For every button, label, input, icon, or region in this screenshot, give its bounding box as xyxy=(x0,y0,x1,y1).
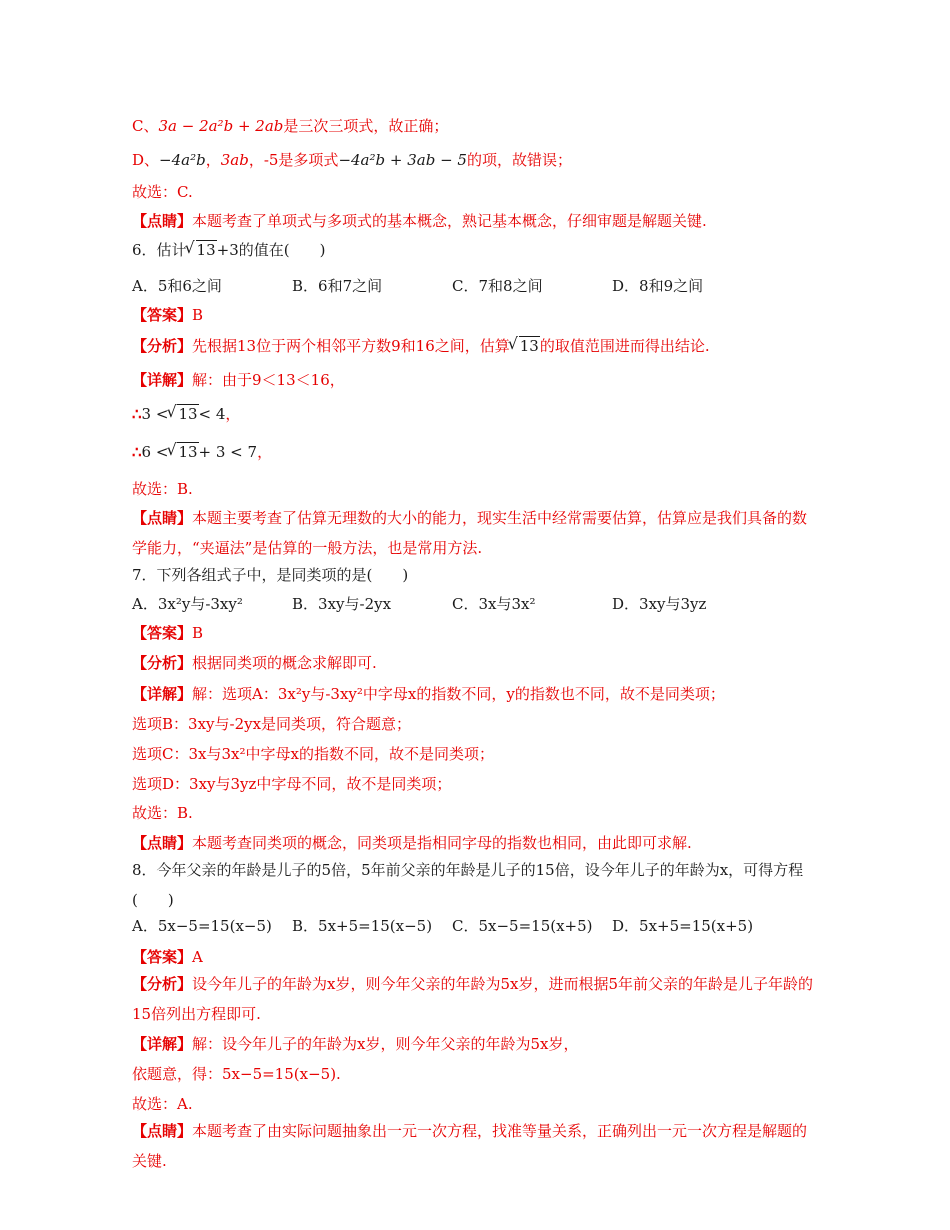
radicand: 13 xyxy=(196,241,216,259)
answer-value: B xyxy=(192,624,204,642)
detail-label: 【详解】 xyxy=(132,1035,193,1053)
note-label: 【点睛】 xyxy=(132,509,193,527)
q6-answer xyxy=(132,305,203,325)
answer-label: 【答案】 xyxy=(132,624,193,642)
analysis-text: 根据同类项的概念求解即可. xyxy=(192,654,377,672)
option-b: B．3xy与-2yx xyxy=(292,595,392,613)
q7-choice: 故选：B. xyxy=(132,804,193,822)
q8-note xyxy=(132,1116,822,1176)
q7-option-b: 选项B：3xy与-2yx是同类项，符合题意； xyxy=(132,715,412,733)
note-text: 本题考查同类项的概念，同类项是指相同字母的指数也相同，由此即可求解. xyxy=(192,834,692,852)
note-label: 【点睛】 xyxy=(132,212,193,230)
text: 的项，故错误； xyxy=(466,151,572,169)
option-c: C．7和8之间 xyxy=(452,277,543,295)
text: D、 xyxy=(132,151,160,169)
math-expression: −4a²b + 3ab − 5 xyxy=(338,151,467,169)
text: 是三次三项式，故正确； xyxy=(283,117,449,135)
q6-options xyxy=(132,276,772,296)
sqrt-expression xyxy=(168,404,198,424)
q7-note xyxy=(132,833,692,853)
answer-label: 【答案】 xyxy=(132,948,193,966)
note-text: 本题主要考查了估算无理数的大小的能力，现实生活中经常需要估算，估算应是我们具备的数学能力，“夹逼法”是估算的一般方法，也是常用方法. xyxy=(132,509,808,557)
answer-value: B xyxy=(192,306,204,324)
q8-detail xyxy=(132,1034,578,1054)
q8-equation: 依题意，得：5x−5=15(x−5). xyxy=(132,1065,341,1083)
note-label: 【点睛】 xyxy=(132,834,193,852)
detail-text: 解：设今年儿子的年龄为x岁，则今年父亲的年龄为5x岁， xyxy=(192,1035,579,1053)
answer-label: 【答案】 xyxy=(132,306,193,324)
therefore-symbol: ∴ xyxy=(132,443,142,461)
analysis-label: 【分析】 xyxy=(132,975,193,993)
q7-option-c: 选项C：3x与3x²中字母x的指数不同，故不是同类项； xyxy=(132,745,494,763)
analysis-text: 先根据13位于两个相邻平方数9和16之间，估算 xyxy=(192,337,510,355)
sqrt-expression xyxy=(187,240,217,260)
math-expression: < 4 xyxy=(198,405,226,423)
q8-answer xyxy=(132,947,203,967)
option-c-line xyxy=(132,116,448,136)
sqrt-expression xyxy=(510,336,540,356)
q7-option-d: 选项D：3xy与3yz中字母不同，故不是同类项； xyxy=(132,775,452,793)
q8-options xyxy=(132,916,772,936)
option-a: A．5x−5=15(x−5) xyxy=(132,917,272,935)
option-d-line xyxy=(132,150,572,170)
detail-text: 解：由于9＜13＜16， xyxy=(192,371,345,389)
radicand: 13 xyxy=(519,337,539,355)
q6-step1 xyxy=(132,404,240,424)
q7-stem: 7．下列各组式子中，是同类项的是( ) xyxy=(132,566,409,584)
q6-analysis xyxy=(132,336,710,356)
detail-label: 【详解】 xyxy=(132,685,193,703)
math-expression: −4a²b xyxy=(159,151,206,169)
answer-value: A xyxy=(192,948,203,966)
q6-stem xyxy=(132,240,325,260)
option-d: D．5x+5=15(x+5) xyxy=(612,917,754,935)
text: +3的值在( ) xyxy=(216,241,326,259)
text: ， xyxy=(205,151,221,169)
q6-choice: 故选：B. xyxy=(132,480,193,498)
note-text: 本题考查了由实际问题抽象出一元一次方程，找准等量关系，正确列出一元一次方程是解题的关键. xyxy=(132,1122,808,1170)
note-text: 本题考查了单项式与多项式的基本概念，熟记基本概念，仔细审题是解题关键. xyxy=(192,212,707,230)
option-d: D．3xy与3yz xyxy=(612,595,707,613)
text: C、 xyxy=(132,117,159,135)
math-expression: 3a − 2a²b + 2ab xyxy=(158,117,284,135)
math-expression: 6 < xyxy=(141,443,169,461)
math-expression: 3ab xyxy=(220,151,249,169)
analysis-label: 【分析】 xyxy=(132,337,193,355)
math-expression: 3 < xyxy=(141,405,169,423)
text: 6．估计 xyxy=(132,241,187,259)
note-label: 【点睛】 xyxy=(132,1122,193,1140)
option-a: A．5和6之间 xyxy=(132,277,222,295)
q5-choice: 故选：C. xyxy=(132,183,193,201)
text: ， xyxy=(225,405,241,423)
sqrt-expression xyxy=(168,442,198,462)
analysis-text: 设今年儿子的年龄为x岁，则今年父亲的年龄为5x岁，进而根据5年前父亲的年龄是儿子年龄的15倍列出方程即可. xyxy=(132,975,814,1023)
q8-stem: 8．今年父亲的年龄是儿子的5倍，5年前父亲的年龄是儿子的15倍，设今年儿子的年龄为x，可得方程( ) xyxy=(132,861,804,909)
q6-step2 xyxy=(132,442,272,462)
detail-text: 解：选项A：3x²y与-3xy²中字母x的指数不同，y的指数也不同，故不是同类项； xyxy=(192,685,725,703)
q8-analysis xyxy=(132,969,822,1029)
q7-options xyxy=(132,594,772,614)
q5-note xyxy=(132,211,707,231)
text: ，-5是多项式 xyxy=(248,151,339,169)
analysis-label: 【分析】 xyxy=(132,654,193,672)
analysis-text: 的取值范围进而得出结论. xyxy=(539,337,710,355)
q8-choice: 故选：A. xyxy=(132,1095,193,1113)
option-c: C．3x与3x² xyxy=(452,595,536,613)
q7-answer xyxy=(132,623,203,643)
text: ， xyxy=(257,443,273,461)
option-d: D．8和9之间 xyxy=(612,277,704,295)
option-c: C．5x−5=15(x+5) xyxy=(452,917,593,935)
option-a: A．3x²y与-3xy² xyxy=(132,595,243,613)
q6-detail xyxy=(132,370,345,390)
math-expression: + 3 < 7 xyxy=(198,443,258,461)
radicand: 13 xyxy=(178,405,198,423)
option-b: B．6和7之间 xyxy=(292,277,383,295)
radicand: 13 xyxy=(178,443,198,461)
detail-label: 【详解】 xyxy=(132,371,193,389)
q7-detail xyxy=(132,684,725,704)
q6-note xyxy=(132,503,822,563)
therefore-symbol: ∴ xyxy=(132,405,142,423)
q7-analysis xyxy=(132,653,377,673)
option-b: B．5x+5=15(x−5) xyxy=(292,917,433,935)
